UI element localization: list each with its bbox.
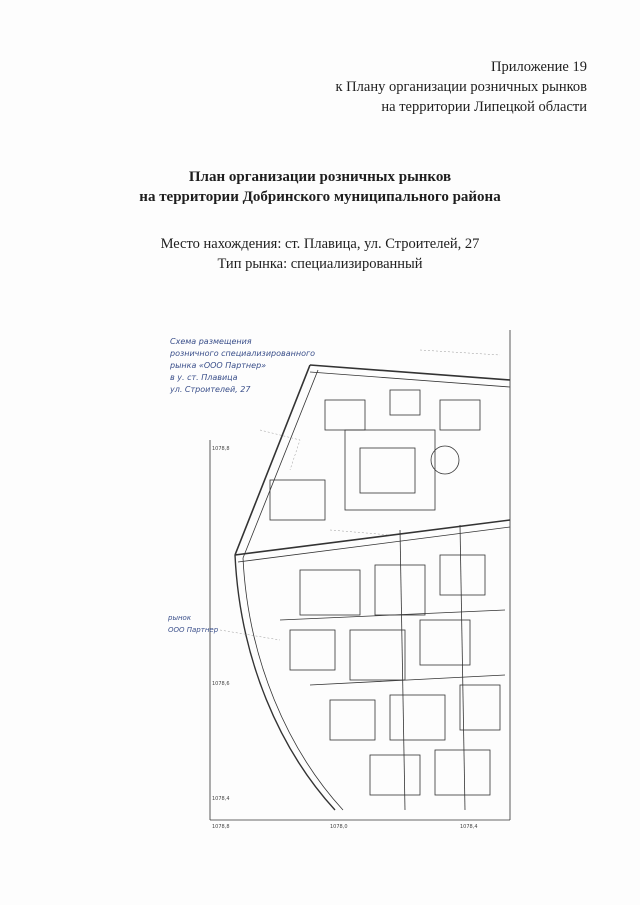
block-b	[325, 400, 365, 430]
top-road	[310, 365, 510, 380]
grid-label-left: 1078,4	[212, 796, 230, 802]
top-road-edge	[310, 372, 510, 387]
appendix-header	[336, 57, 588, 117]
grid-label-bottom: 1078,0	[330, 824, 348, 830]
title-line-1: План организации розничных рынков	[188, 169, 452, 185]
diagonal-road-edge	[243, 370, 318, 558]
block-f	[375, 565, 425, 615]
street-4	[310, 675, 505, 685]
market-info	[0, 234, 640, 274]
block-i	[350, 630, 405, 680]
block-market	[345, 430, 435, 510]
appendix-reference: к Плану организации розничных рынков	[335, 79, 587, 95]
handwritten-note	[169, 337, 315, 394]
block-d	[440, 400, 480, 430]
site-plan-drawing	[160, 330, 520, 830]
appendix-region: на территории Липецкой области	[381, 99, 587, 115]
side-note	[167, 614, 219, 634]
grid-label-bottom: 1078,8	[212, 824, 230, 830]
block-n	[370, 755, 420, 795]
block-l	[390, 695, 445, 740]
middle-road	[235, 520, 510, 555]
site-map	[160, 330, 520, 830]
street-2	[460, 525, 465, 810]
parcel-line-3	[420, 350, 500, 355]
block-e	[300, 570, 360, 615]
block-market-inner	[360, 448, 415, 493]
grid-label-bottom: 1078,4	[460, 824, 478, 830]
parcel-line-4	[220, 630, 280, 640]
street-1	[400, 530, 405, 810]
note-line: розничного специализированного	[170, 349, 316, 358]
parcel-line-1	[260, 430, 300, 470]
side-note-line: ООО Партнер	[168, 626, 219, 634]
middle-road-edge	[238, 527, 510, 562]
block-a	[270, 480, 325, 520]
title-line-2: на территории Добринского муниципального района	[139, 189, 501, 205]
block-m	[460, 685, 500, 730]
parcel-line-2	[330, 530, 390, 535]
block-c	[390, 390, 420, 415]
curved-road	[235, 555, 335, 810]
document-title	[0, 167, 640, 207]
market-location: Место нахождения: ст. Плавица, ул. Строителей, 27	[160, 236, 480, 252]
block-k	[330, 700, 375, 740]
grid-label-left: 1078,8	[212, 446, 230, 452]
appendix-number: Приложение 19	[491, 59, 587, 75]
side-note-line: рынок	[168, 614, 192, 622]
block-g	[440, 555, 485, 595]
block-o	[435, 750, 490, 795]
note-line: Схема размещения	[170, 337, 252, 346]
block-h	[290, 630, 335, 670]
note-line: ул. Строителей, 27	[170, 385, 251, 394]
note-line: рынка «ООО Партнер»	[170, 361, 267, 370]
grid-label-left: 1078,6	[212, 681, 230, 687]
note-line: в у. ст. Плавица	[170, 373, 238, 382]
market-type: Тип рынка: специализированный	[217, 256, 423, 272]
